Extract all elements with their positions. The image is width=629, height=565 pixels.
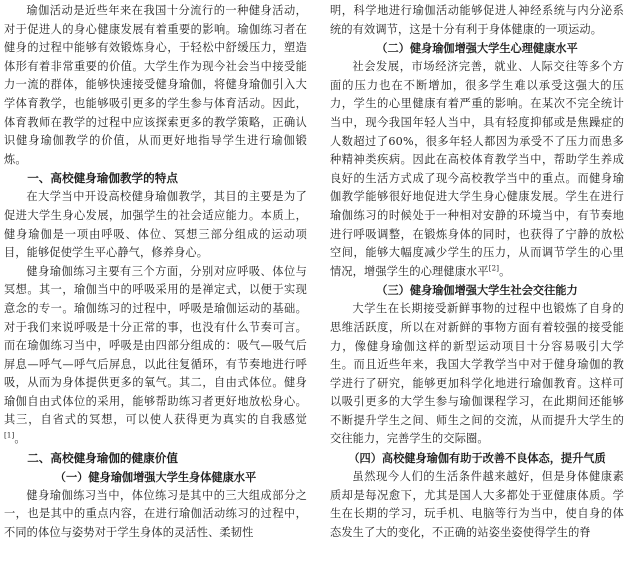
section-heading-health-value: 二、高校健身瑜伽的健康价值 — [27, 450, 178, 465]
right-column — [330, 2, 624, 565]
subheading-social-ability: （三）健身瑜伽增强大学生社会交往能力 — [376, 283, 578, 298]
social-ability-paragraph: 大学生在长期接受新鲜事物的过程中也锻炼了自身的思维活跃度，所以在对新鲜的事物方面有着较强的接受能力，像健身瑜伽这样的新型运动项目十分容易吸引大学生。而且近些年来，我国大学教学当中对于健身瑜伽的教学进行了研究，能够更加科学化地进行瑜伽教育。这样可以吸引更多的大学生参与瑜伽课程学习，在此期间还能够不断提升学生之间、师生之间的交流，从而提升大学生的交往能力，完善学生的交际圈。 — [330, 302, 624, 446]
subheading-physical-health: （一）健身瑜伽增强大学生身体健康水平 — [54, 469, 257, 484]
subheading-posture: （四）高校健身瑜伽有助于改善不良体态，提升气质 — [348, 451, 606, 466]
physical-health-paragraph: 健身瑜伽练习当中，体位练习是其中的三大组成部分之一，也是其中的重点内容，在进行瑜伽活动练习的过程中，不同的体位与姿势对于学生身体的灵活性、柔韧性 — [4, 488, 307, 539]
features-paragraph-2-end: 。 — [14, 432, 26, 446]
mental-health-paragraph — [330, 58, 624, 281]
subheading-mental-health: （二）健身瑜伽增强大学生心理健康水平 — [376, 41, 578, 56]
intro-paragraph: 瑜伽活动是近些年来在我国十分流行的一种健身活动，对于促进人的身心健康发展有着重要的影响。瑜伽练习者在健身的过程中能够有效锻炼身心，于轻松中舒缓压力，塑造体形有着非常重要的价值。大学生作为现今社会当中接受能力一流的群体，能够快速接受健身瑜伽，将健身瑜伽引入大学体育教学，也能够吸引更多的学生参与体育活动。因此，体育教师在教学的过程中应该探索更多的教学策略，正确认识健身瑜伽教学的价值，从而更好地指导学生进行瑜伽锻炼。 — [4, 4, 307, 166]
continued-paragraph: 明，科学地进行瑜伽活动能够促进人神经系统与内分泌系统的有效调节，这是十分有利于身体健康的一项运动。 — [330, 4, 624, 36]
citation-ref-2: [2] — [488, 263, 500, 272]
features-paragraph-2 — [4, 263, 307, 449]
mental-health-paragraph-text: 社会发展，市场经济完善，就业、人际交往等多个方面的压力也在不断增加，很多学生难以承受这强大的压力，学生的心里健康有着严重的影响。在某次不完全统计当中，现今我国年轻人当中，具有轻度抑郁或是焦躁症的人数超过了60%，很多年轻人都因为承受不了压力而患多种精神类疾病。因此在高校体育教学当中，帮助学生养成良好的生活方式成了现今高校教学当中的重点。而健身瑜伽教学能够很好地促进大学生身心健康发展。学生在进行瑜伽练习的时候处于一种相对安静的环境当中，有节奏地进行呼吸调整，在锻炼身体的同时，也获得了宁静的放松空间，能够大幅度减少学生的压力，从而调节学生的心里情况，增强学生的心理健康水平 — [330, 60, 624, 278]
citation-ref-1: [1] — [4, 431, 15, 440]
posture-paragraph: 虽然现今人们的生活条件越来越好，但是身体健康素质却是每况愈下，尤其是国人大多都处于亚健康体质。学生在长期的学习，玩手机、电脑等行为当中，使自身的体态发生了大的变化，不正确的站姿坐姿使得学生的脊 — [330, 470, 624, 539]
features-paragraph-1: 在大学当中开设高校健身瑜伽教学，其目的主要是为了促进大学生身心发展，加强学生的社会适应能力。本质上，健身瑜伽是一项由呼吸、体位、冥想三部分组成的运动项目，能够促使学生平心静气，修养身心。 — [4, 190, 307, 260]
left-column — [4, 2, 307, 565]
features-paragraph-2-text: 健身瑜伽练习主要有三个方面，分别对应呼吸、体位与冥想。其一，瑜伽当中的呼吸采用的是禅定式，以便于实现意念的专一。瑜伽练习的过程中，呼吸是瑜伽运动的基础。对于我们来说呼吸是十分正常的事，也没有什么节奏可言。而在瑜伽练习当中，呼吸是由四部分组成的：吸气—吸气后屏息—呼气—呼气后屏息，以此往复循环，有节奏地进行呼吸，从而为身体提供更多的氧气。其二，自由式体位。健身瑜伽自由式体位的采用，能够帮助练习者更好地放松身心。其三，自省式的冥想，可以使人获得更为真实的自我感觉 — [4, 264, 307, 427]
section-heading-features: 一、高校健身瑜伽教学的特点 — [27, 171, 178, 186]
mental-health-paragraph-end: 。 — [499, 264, 511, 278]
